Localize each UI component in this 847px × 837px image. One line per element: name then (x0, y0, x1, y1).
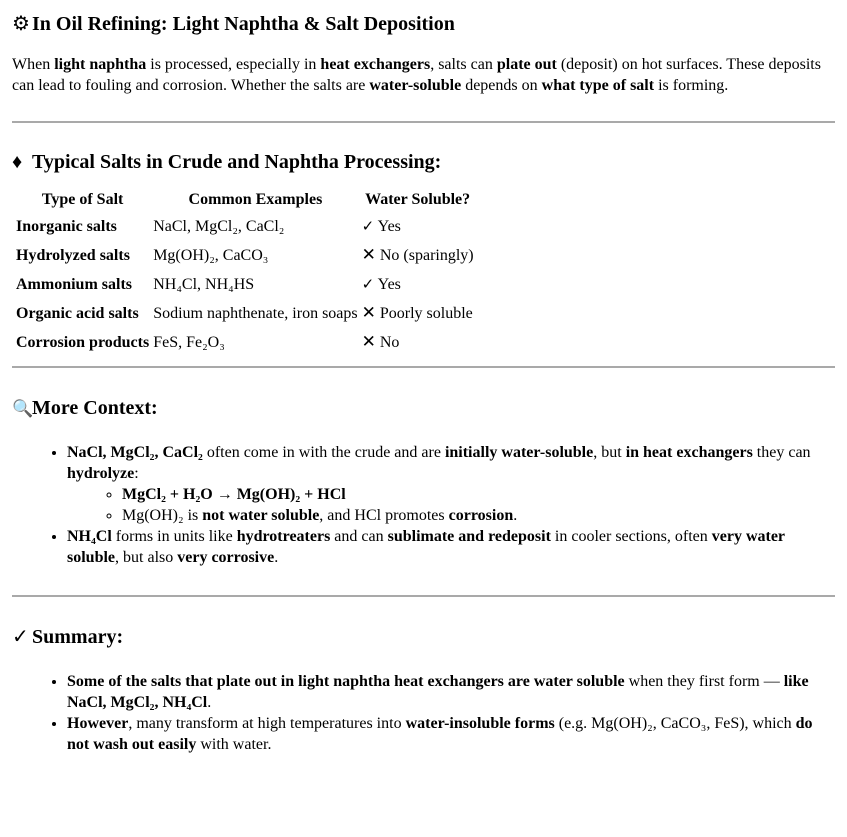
cross-icon: ✕ (361, 245, 376, 265)
column-header: Type of Salt (41, 191, 124, 208)
salt-type: Corrosion products (16, 334, 150, 351)
list-item: • NaCl, MgCl₂, CaCl₂ often come in with the crude and are initially water-soluble, but in heat exchangers they can hydrolyze: ◦ MgCl₂ + H₂O → Mg(OH)₂ + HCl ◦ Mg(OH)₂ is not water soluble, and HCl promotes corrosion. (67, 442, 835, 526)
salt-examples: Sodium naphthenate, iron soaps (153, 305, 358, 322)
column-header: Common Examples (188, 191, 323, 208)
check-icon: ✓ (12, 624, 29, 648)
table-row (14, 271, 476, 300)
page-title-text: In Oil Refining: Light Naphtha & Salt Deposition (32, 13, 455, 35)
diamond-icon: ♦ (12, 151, 23, 173)
list-item: ◦ MgCl₂ + H₂O → Mg(OH)₂ + HCl (122, 484, 835, 505)
salt-examples: NH₄Cl, NH₄HS (153, 276, 255, 293)
list-item: • However, many transform at high temperatures into water-insoluble forms (e.g. Mg(OH)₂, CaCO₃, FeS), which do not wash out easily with water. (67, 713, 835, 755)
salt-type: Organic acid salts (16, 305, 139, 322)
intro-paragraph: When light naphtha is processed, especially in heat exchangers, salts can plate out (deposit) on hot surfaces. These deposits can lead to fouling and corrosion. Whether the salts are water-soluble depends on what type of salt is forming. (12, 56, 821, 94)
check-icon: ✓ (361, 217, 375, 235)
divider (12, 595, 835, 597)
divider (12, 121, 835, 123)
salt-type: Hydrolyzed salts (16, 247, 130, 264)
section-heading-context (12, 396, 835, 421)
salt-examples: Mg(OH)₂, CaCO₃ (153, 247, 269, 264)
column-header: Water Soluble? (365, 191, 471, 208)
sub-list (67, 484, 835, 526)
section-heading-text: Typical Salts in Crude and Naphtha Processing: (32, 151, 442, 173)
section-heading-text: Summary: (32, 626, 124, 648)
list-item: • NH₄Cl forms in units like hydrotreaters and can sublimate and redeposit in cooler sections, often very water soluble, but also very corrosive. (67, 526, 835, 568)
table-header-row (14, 186, 476, 213)
salt-type: Inorganic salts (16, 218, 117, 235)
solubility-cell: ✓ Yes (361, 217, 401, 235)
page-title (12, 0, 835, 36)
section-heading-salts (12, 150, 835, 174)
context-list (12, 442, 835, 568)
table-row (14, 242, 476, 271)
divider (12, 366, 835, 368)
solubility-cell: ✕ No (sparingly) (361, 245, 474, 265)
salt-examples: NaCl, MgCl₂, CaCl₂ (153, 218, 285, 235)
summary-list (12, 671, 835, 755)
gear-icon: ⚙ (12, 13, 30, 35)
cross-icon: ✕ (361, 303, 376, 323)
solubility-cell: ✕ No (361, 332, 400, 352)
magnifier-icon: 🔍 (12, 399, 34, 419)
solubility-cell: ✕ Poorly soluble (361, 303, 473, 323)
list-item: ◦ Mg(OH)₂ is not water soluble, and HCl promotes corrosion. (122, 505, 835, 526)
table-row (14, 213, 476, 242)
salt-examples: FeS, Fe₂O₃ (153, 334, 225, 351)
section-heading-summary (12, 624, 835, 649)
cross-icon: ✕ (361, 332, 376, 352)
table-row (14, 300, 476, 329)
salts-table (14, 186, 476, 358)
solubility-cell: ✓ Yes (361, 275, 401, 293)
check-icon: ✓ (361, 275, 375, 293)
table-row (14, 329, 476, 358)
salt-type: Ammonium salts (16, 276, 133, 293)
section-heading-text: More Context: (32, 397, 158, 419)
list-item: • Some of the salts that plate out in light naphtha heat exchangers are water soluble when they first form — like NaCl, MgCl₂, NH₄Cl. (67, 671, 835, 713)
